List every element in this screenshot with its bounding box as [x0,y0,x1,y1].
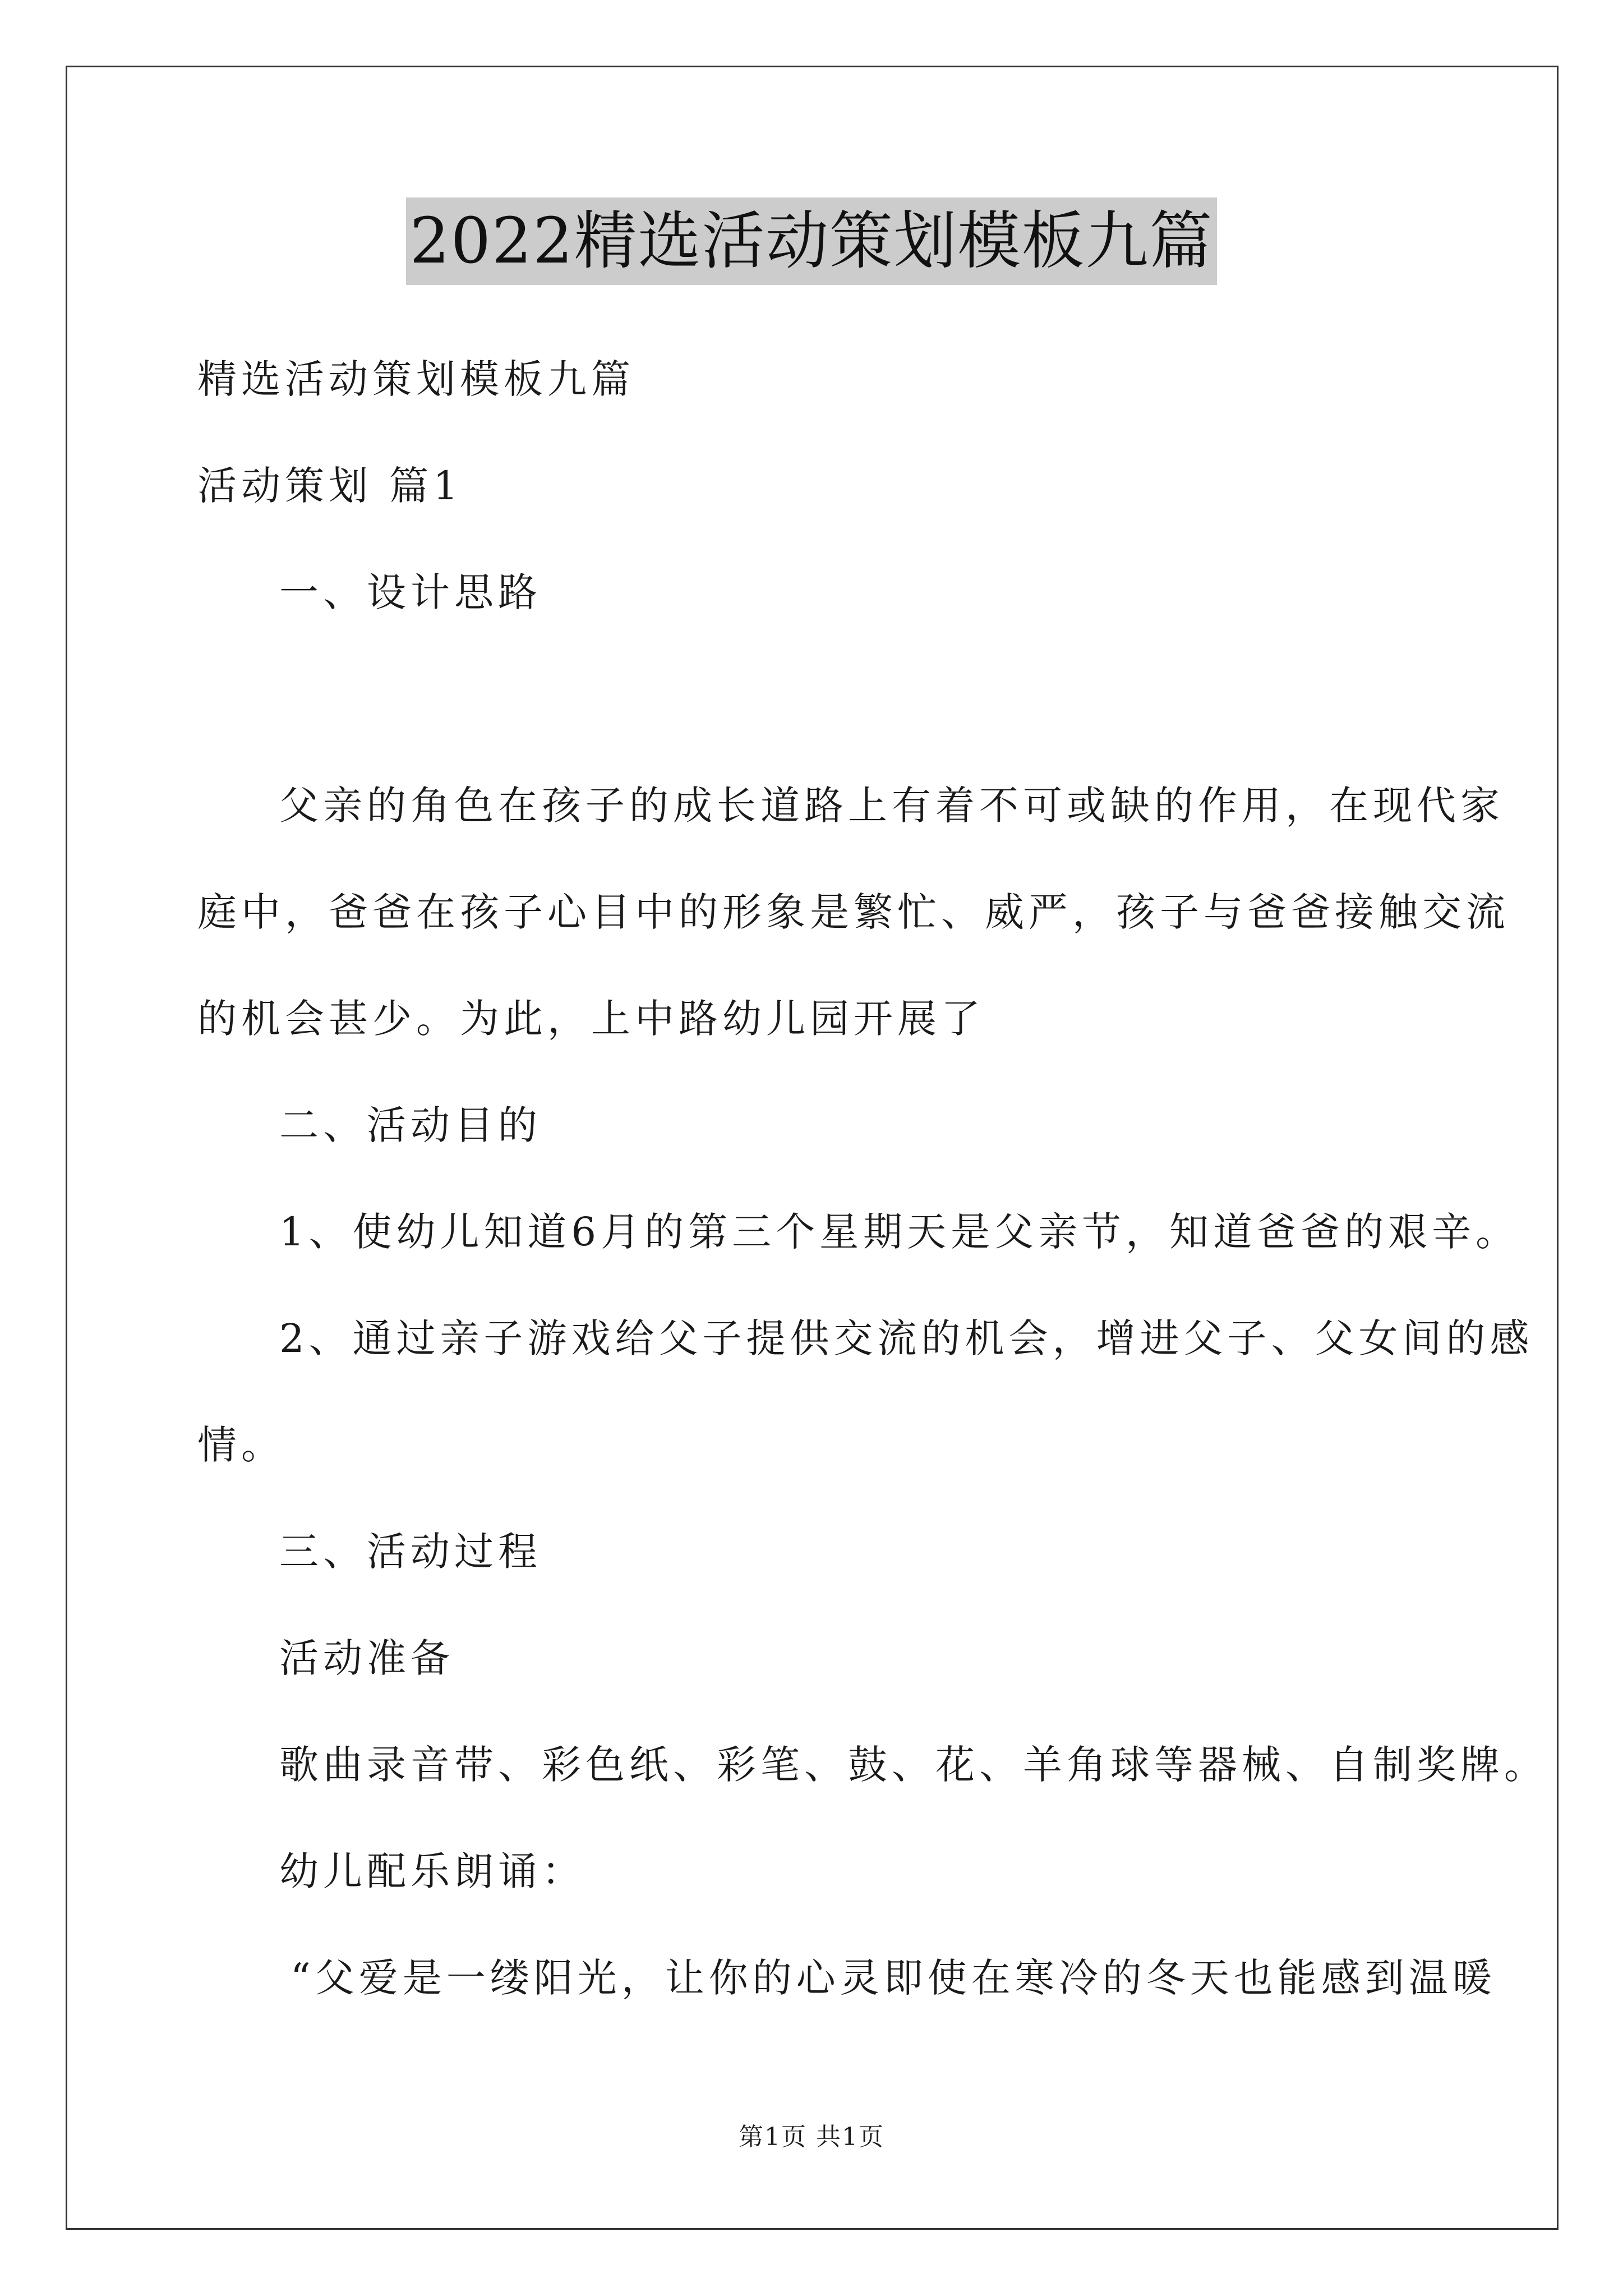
subsection-heading: 活动准备 [279,1635,454,1681]
section-heading: 活动策划 篇1 [197,463,463,509]
paragraph-line: 1、使幼儿知道6月的第三个星期天是父亲节，知道爸爸的艰辛。 [279,1209,1520,1255]
section-heading: 三、活动过程 [279,1529,542,1575]
paragraph-line: 情。 [197,1422,285,1468]
paragraph-line: “父爱是一缕阳光，让你的心灵即使在寒冷的冬天也能感到温暖 [291,1955,1496,2001]
paragraph-line: 的机会甚少。为此，上中路幼儿园开展了 [197,996,985,1042]
section-heading: 二、活动目的 [279,1102,542,1148]
document-title: 2022精选活动策划模板九篇 [406,197,1216,285]
section-heading: 一、设计思路 [279,569,542,615]
page-footer: 第1页 共1页 [739,2123,884,2151]
paragraph-line: 父亲的角色在孩子的成长道路上有着不可或缺的作用，在现代家 [279,783,1504,829]
paragraph-line: 庭中，爸爸在孩子心目中的形象是繁忙、威严，孩子与爸爸接触交流 [197,889,1510,935]
paragraph-line: 2、通过亲子游戏给父子提供交流的机会，增进父子、父女间的感 [279,1315,1534,1361]
paragraph-line: 幼儿配乐朗诵： [279,1848,585,1894]
subtitle: 精选活动策划模板九篇 [197,356,635,402]
paragraph-line: 歌曲录音带、彩色纸、彩笔、鼓、花、羊角球等器械、自制奖牌。 [279,1742,1548,1788]
title-container [0,197,1623,285]
